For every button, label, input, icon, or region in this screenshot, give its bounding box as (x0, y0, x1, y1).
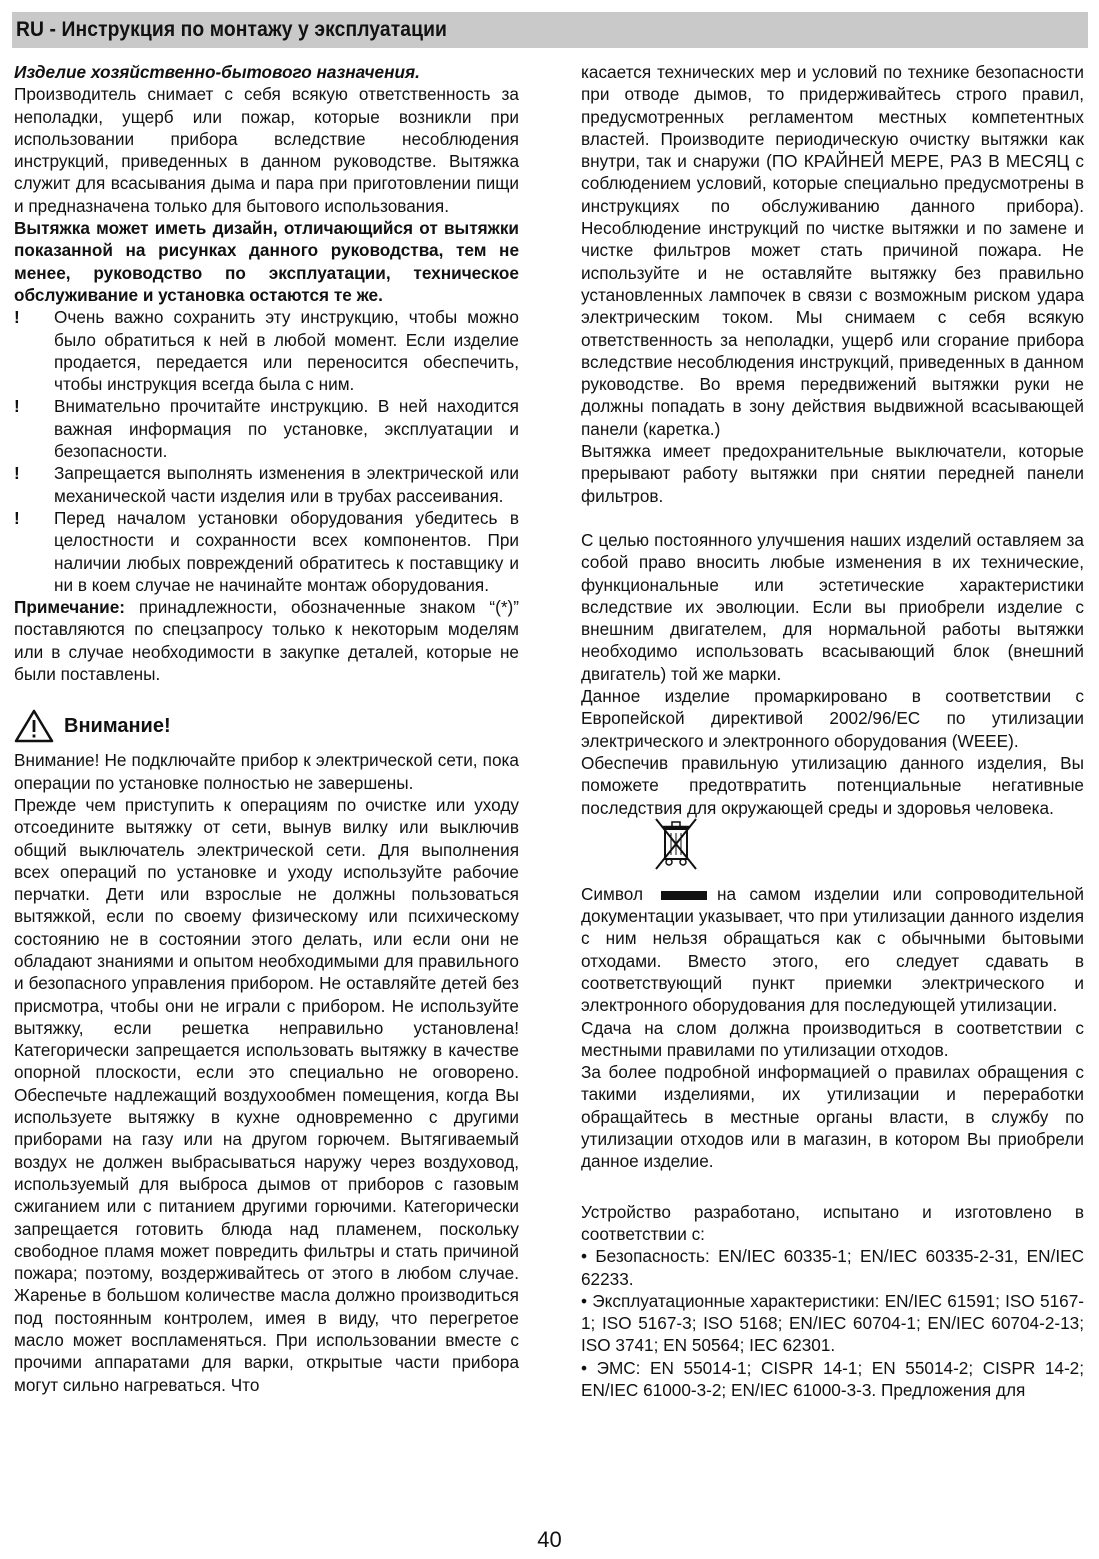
attention-title: Внимание! (64, 715, 171, 738)
design-notice: Вытяжка может иметь дизайн, отличающийся от вытяжки показанной на рисунках данного руководства, тем не менее, руководство по эксплуатации, техническое обслуживание и установка остаются те же. (14, 218, 519, 305)
disposal-paragraph: Обеспечив правильную утилизацию данного изделия, Вы поможете предотвратить потенциальные негативные последствия для окружающей среды и здоровья человека. (581, 752, 1084, 818)
page-header-title: RU - Инструкция по монтажу у эксплуатации (16, 18, 448, 41)
symbol-paragraph (581, 883, 1084, 1017)
attention-paragraph-2: Прежде чем приступить к операциям по очистке или уходу отсоедините вытяжку от сети, вынув вилку или выключив общий выключатель электрической сети. Для выполнения всех операций по установке и уходу используйте рабочие перчатки. Дети или взрослые не должны пользоваться вытяжкой, если по своему физическому или психическому состоянию не в состоянии этого делать, или если они не обладают знаниями и опытом необходимыми для правильного и безопасного управления прибором. Не оставляйте детей без присмотра, чтобы они не играли с прибором. Не используйте вытяжку, если решетка неправильно установлена! Категорически запрещается использовать вытяжку в качестве опорной плоскости, если это специально не оговорено. Обеспечьте надлежащий воздухообмен помещения, когда Вы используете вытяжку в кухне одновременно с другими приборами на газу или на другом горючем. Вытягиваемый воздух не должен выбрасываться наружу через воздуховод, используемый для выброса дымов от приборов с газовым сжиганием или с питанием другими горючими. Категорически запрещается готовить блюда над пламенем, поскольку свободное пламя может повредить фильтры и стать причиной пожара; поэтому, воздерживайтесь от этого в любом случае. Жаренье в большом количестве масла должно производиться под постоянным контролем, имея в виду, что перегретое масло может воспламеняться. При использовании вместе с прочими аппаратами для варки, открытые части прибора могут сильно нагреваться. Что (14, 794, 519, 1395)
black-bar-icon (661, 891, 707, 900)
exclamation-icon: ! (14, 507, 20, 528)
warning-bullet (14, 306, 519, 395)
page-number: 40 (537, 1527, 562, 1552)
standard-safety: • Безопасность: EN/IEC 60335-1; EN/IEC 60335-2-31, EN/IEC 62233. (581, 1246, 1084, 1289)
warning-bullet-text: Запрещается выполнять изменения в электрической или механической части изделия или в трубах рассеивания. (54, 463, 519, 506)
standards-intro: Устройство разработано, испытано и изготовлено в соответствии с: (581, 1201, 1084, 1244)
page-header-bar (12, 12, 1088, 48)
note-text: принадлежности, обозначенные знаком “(*)” поставляются по спецзапросу только к некоторым моделям или в случае необходимости в закупке деталей, которые не были поставлены. (14, 597, 519, 685)
exclamation-icon: ! (14, 307, 20, 328)
intro-heading: Изделие хозяйственно-бытового назначения. (14, 62, 420, 82)
left-column (14, 61, 519, 1396)
standard-emc: • ЭМС: EN 55014-1; CISPR 14-1; EN 55014-2; CISPR 14-2; EN/IEC 61000-3-2; EN/IEC 61000-3-3. Предложения для (581, 1357, 1084, 1401)
standard-performance: • Эксплуатационные характеристики: EN/IEC 61591; ISO 5167-1; ISO 5167-3; ISO 5168; EN/IEC 60704-1; EN/IEC 60704-2-13; ISO 3741; EN 50564; IEC 62301. (581, 1290, 1084, 1356)
weee-paragraph: Данное изделие промаркировано в соответствии с Европейской директивой 2002/96/ЕС по утилизации электрического и электронного оборудования (WEEE). (581, 686, 1084, 751)
warning-bullet (14, 462, 519, 507)
warning-bullet-text: Перед началом установки оборудования убедитесь в целостности и сохранности всех компонентов. При наличии любых повреждений обратитесь к поставщику и ни в коем случае не начинайте монтаж оборудования. (54, 507, 519, 595)
symbol-word: Символ (581, 883, 643, 904)
scrapping-paragraph: Сдача на слом должна производиться в соответствии с местными правилами по утилизации отходов. (581, 1017, 1084, 1060)
info-paragraph: За более подробной информацией о правилах обращения с такими изделиями, их утилизации и переработки обращайтесь в местные органы власти, в службу по утилизации отходов или в магазин, в котором Вы приобрели данное изделие. (581, 1062, 1084, 1172)
warning-triangle-icon (14, 709, 54, 743)
attention-heading (14, 707, 519, 745)
warning-bullet (14, 395, 519, 462)
symbol-text: на самом изделии или сопроводительной документации указывает, что при утилизации данного изделия с ним нельзя обращаться как с обычными бытовыми отходами. Вместо этого, его следует сдавать в соответствующий пункт приемки электрического и электронного оборудования для последующей утилизации. (581, 883, 1084, 1016)
attention-paragraph-1: Внимание! Не подключайте прибор к электрической сети, пока операции по установке полностью не завершены. (14, 750, 519, 793)
safety-paragraph: касается технических мер и условий по технике безопасности при отводе дымов, то придерживайтесь строго правил, предусмотренных регламентом местных компетентных властей. Производите периодическую очистку вытяжки как внутри, так и снаружи (ПО КРАЙНЕЙ МЕРЕ, РАЗ В МЕСЯЦ с соблюдением условий, которые специально предусмотрены в инструкциях по обслуживанию данного прибора). Несоблюдение инструкций по чистке вытяжки и по замене и чистке фильтров может стать причиной пожара. Не используйте и не оставляйте вытяжку без правильно установленных лампочек в связи с возможным риском удара электрическим током. Мы снимаем с себя всякую ответственность за неполадки, ущерб или сгорание прибора вследствие несоблюдения инструкций, приведенных в данном руководстве. Во время передвижений вытяжки руки не должны попадать в зону действия выдвижной всасывающей панели (каретка.) (581, 62, 1084, 439)
crossed-bin-icon (651, 815, 701, 875)
intro-paragraph: Производитель снимает с себя всякую ответственность за неполадки, ущерб или пожар, которые возникли при использовании прибора вследствие несоблюдения инструкций, приведенных в данном руководстве. Вытяжка служит для всасывания дыма и пара при приготовлении пищи и предназначена только для бытового использования. (14, 84, 519, 216)
improvement-paragraph: С целью постоянного улучшения наших изделий оставляем за собой право вносить любые изменения в их технические, функциональные или эстетические характеристики вследствие их эволюции. Если вы приобрели изделие с внешним двигателем, для нормальной работы вытяжки необходимо использовать всасывающий блок (внешний двигатель) той же марки. (581, 529, 1084, 684)
weee-symbol-area (581, 819, 1084, 883)
warning-bullet-text: Очень важно сохранить эту инструкцию, чтобы можно было обратиться к ней в любой момент. Если изделие продается, передается или переносится обеспечить, чтобы инструкция всегда была с ним. (54, 307, 519, 395)
note-label: Примечание: (14, 597, 126, 618)
right-column (581, 61, 1084, 1401)
warning-bullet-text: Внимательно прочитайте инструкцию. В ней находится важная информация по установке, эксплуатации и безопасности. (54, 396, 519, 462)
exclamation-icon: ! (14, 396, 20, 417)
switches-paragraph: Вытяжка имеет предохранительные выключатели, которые прерывают работу вытяжки при снятии передней панели фильтров. (581, 441, 1084, 506)
exclamation-icon: ! (14, 463, 20, 484)
note-paragraph (14, 596, 519, 685)
warning-bullet (14, 507, 519, 596)
